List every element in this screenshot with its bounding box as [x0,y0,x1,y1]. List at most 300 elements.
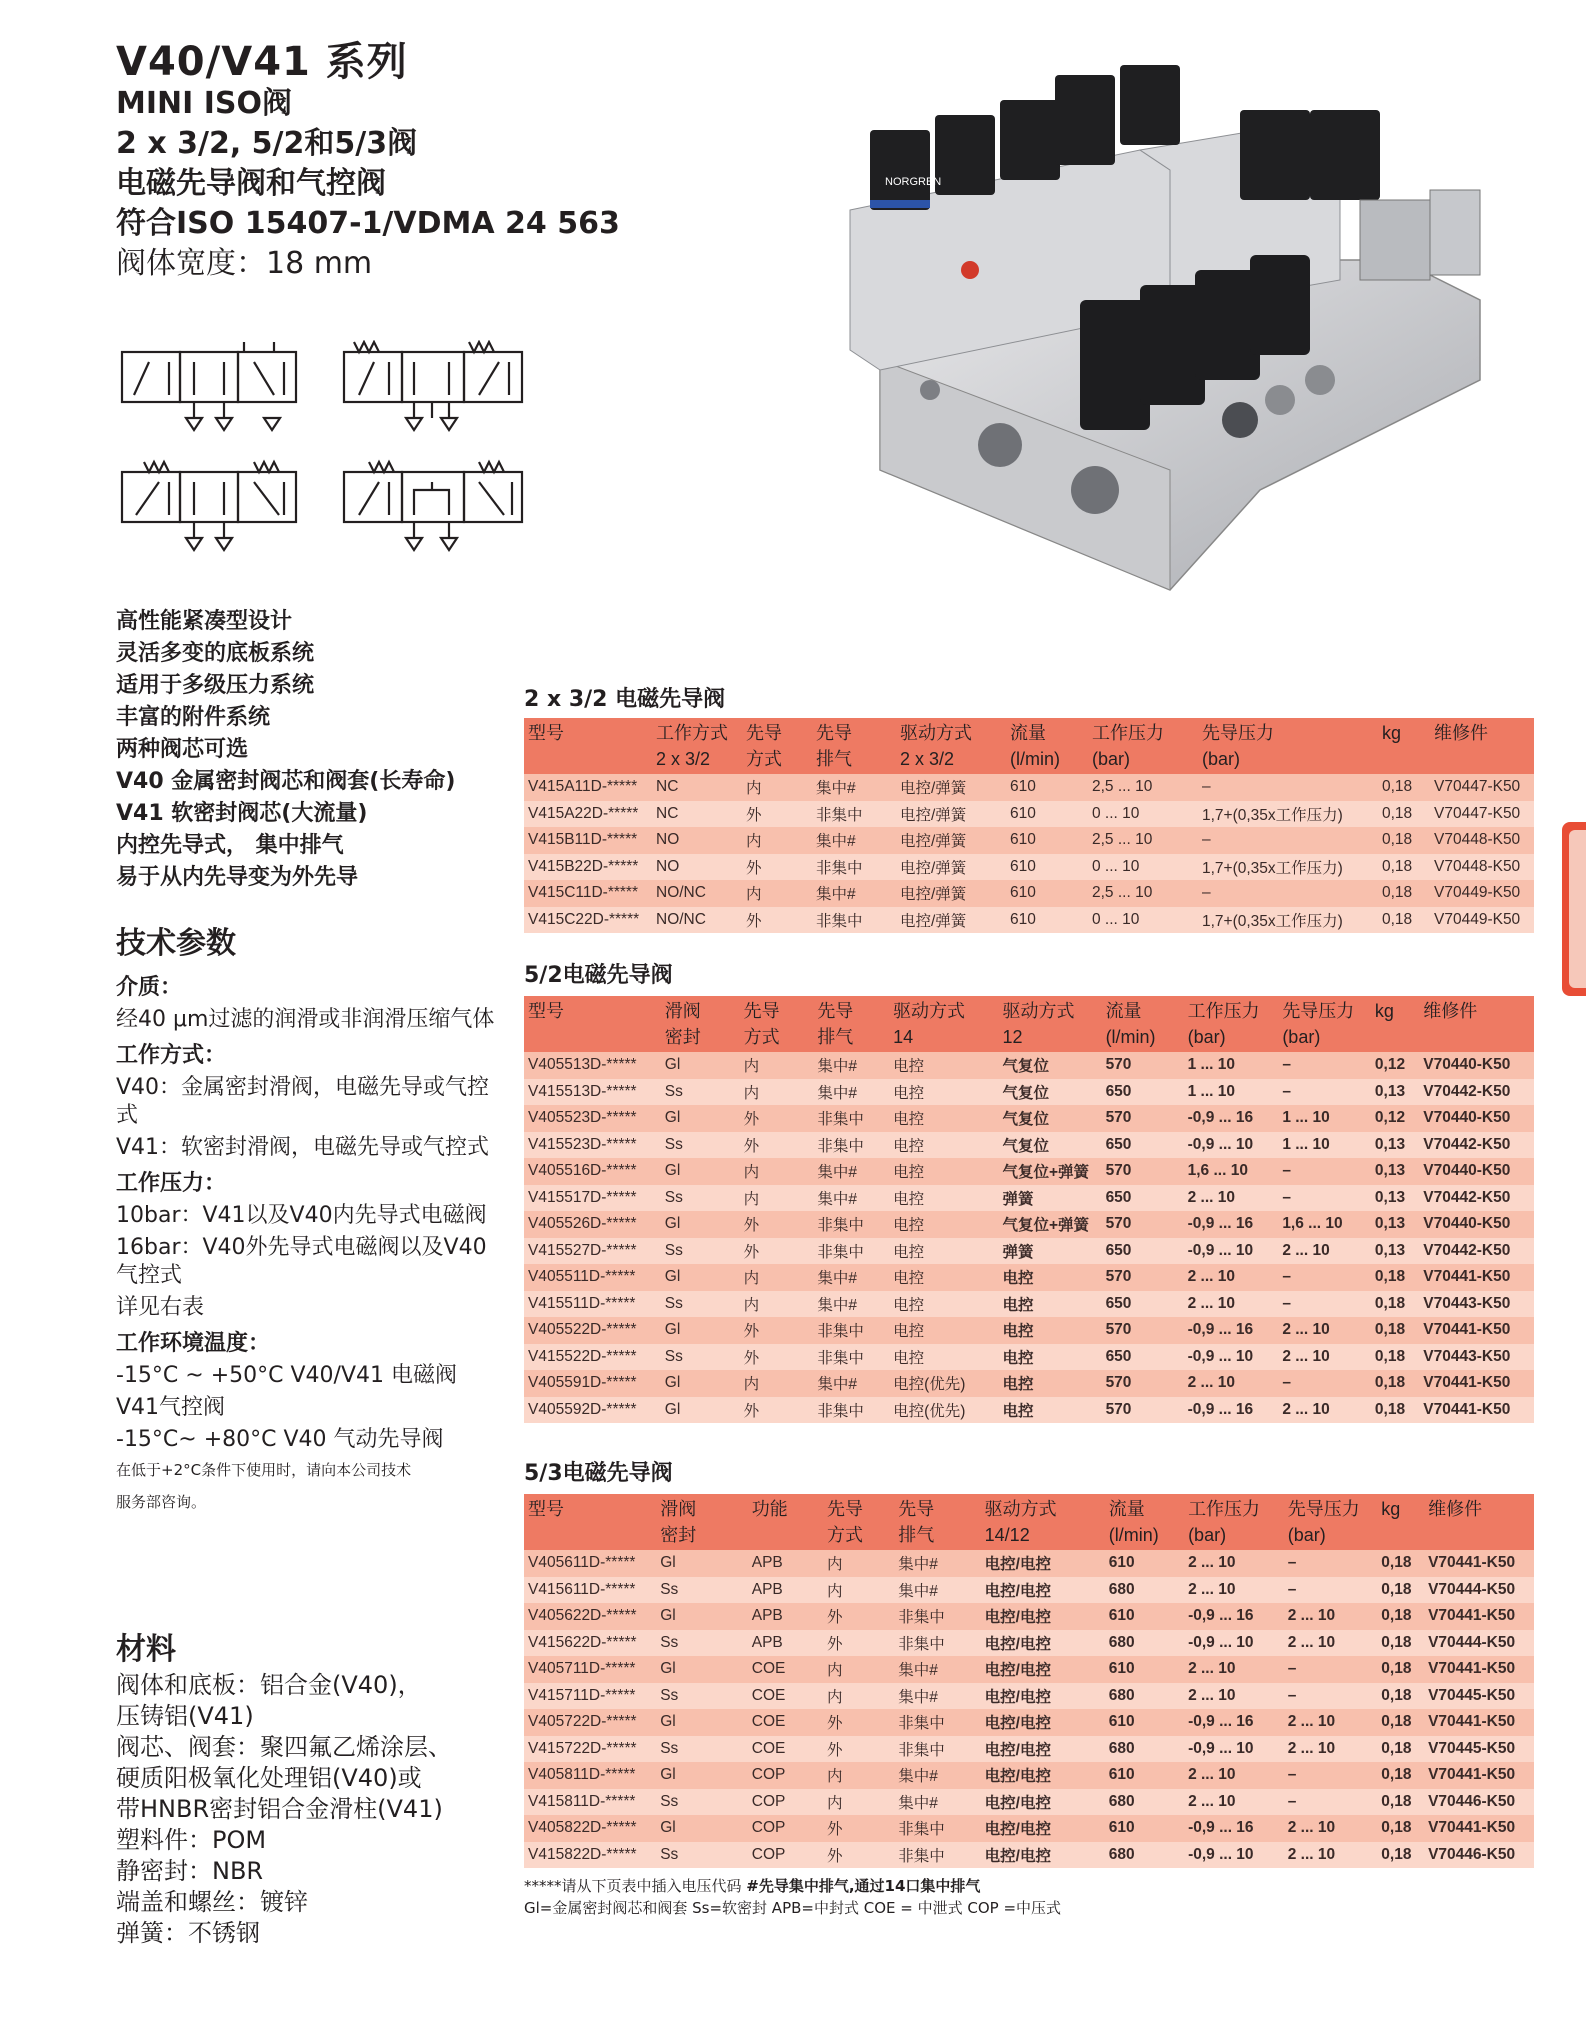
table-cell: 680 [1105,1630,1184,1657]
table-cell: Ss [661,1079,740,1106]
column-header: 流量 (l/min) [1105,1494,1184,1550]
table-cell: COP [748,1815,823,1842]
pressure-label: 工作压力： [116,1171,227,1196]
table-cell: 电控/电控 [981,1789,1105,1816]
table-cell: V70441-K50 [1419,1370,1534,1397]
table-cell: 电控/弹簧 [896,907,1006,934]
subtitle-line-3: 电磁先导阀和气控阀 [116,166,386,201]
table-cell: 集中# [813,1079,889,1106]
column-header: 滑阀 密封 [661,996,740,1052]
table-cell: 集中# [812,880,896,907]
table-cell: 570 [1102,1052,1184,1079]
table-cell: V70445-K50 [1424,1736,1534,1763]
table-cell: 内 [823,1762,894,1789]
table-cell: Gl [661,1158,740,1185]
table-cell: V405592D-***** [524,1397,661,1424]
table-cell: 0,18 [1371,1264,1419,1291]
table-cell: 0 ... 10 [1088,854,1198,881]
table-cell: Ss [656,1842,748,1869]
table-52-title: 5/2电磁先导阀 [524,963,673,988]
table-cell: Gl [661,1052,740,1079]
table-cell: -0,9 ... 10 [1184,1132,1279,1159]
table-cell: – [1198,827,1378,854]
table-cell: 610 [1105,1656,1184,1683]
table-row [524,1317,1534,1344]
table-cell: NO [652,827,742,854]
table-cell: – [1284,1550,1378,1577]
table-cell: 电控/电控 [981,1709,1105,1736]
table-cell: 1,7+(0,35x工作压力) [1198,854,1378,881]
table-cell: V405522D-***** [524,1317,661,1344]
feature-item: V41 软密封阀芯(大流量) [116,801,368,826]
subtitle-line-2: 2 x 3/2, 5/2和5/3阀 [116,126,418,161]
table-cell: V405822D-***** [524,1815,656,1842]
table-cell: Ss [656,1683,748,1710]
table-cell: 电控/电控 [981,1603,1105,1630]
table-cell: NC [652,801,742,828]
table-cell: 0,18 [1377,1736,1424,1763]
table-cell: 非集中 [813,1344,889,1371]
table-cell: V415523D-***** [524,1132,661,1159]
column-header: 型号 [524,718,652,774]
table-cell: 外 [742,801,812,828]
table-53-title: 5/3电磁先导阀 [524,1461,673,1486]
table-cell: -0,9 ... 16 [1184,1815,1284,1842]
table-cell: 0,13 [1371,1238,1419,1265]
table-cell: V70442-K50 [1419,1079,1534,1106]
table-cell: 0,13 [1371,1132,1419,1159]
material-line: 阀体和底板：铝合金(V40)， [116,1671,422,1699]
table-cell: V70440-K50 [1419,1158,1534,1185]
feature-item: 易于从内先导变为外先导 [116,865,359,890]
table-cell: – [1278,1185,1371,1212]
temperature-line: -15°C~ +80°C V40 气动先导阀 [116,1427,444,1452]
column-header: 维修件 [1424,1494,1534,1550]
table-cell: 集中# [812,827,896,854]
table-cell: Ss [661,1344,740,1371]
table-cell: 内 [740,1158,814,1185]
table-cell: 680 [1105,1736,1184,1763]
table-cell: 非集中 [813,1132,889,1159]
table-cell: – [1284,1789,1378,1816]
table-cell: 弹簧 [998,1238,1101,1265]
table-row [524,1238,1534,1265]
temperature-note: 服务部咨询。 [116,1493,207,1511]
table-cell: 0,18 [1378,907,1430,934]
table-row [524,907,1534,934]
table-cell: 680 [1105,1789,1184,1816]
table-cell: 电控 [889,1238,998,1265]
table-cell: 内 [742,880,812,907]
table-cell: 2,5 ... 10 [1088,774,1198,801]
table-cell: V415711D-***** [524,1683,656,1710]
table-cell: 非集中 [894,1603,980,1630]
table-cell: 0,13 [1371,1185,1419,1212]
table-cell: 气复位+弹簧 [998,1158,1101,1185]
table-cell: 外 [742,907,812,934]
table-row [524,1762,1534,1789]
table-cell: 非集中 [894,1815,980,1842]
table-cell: -0,9 ... 16 [1184,1317,1279,1344]
table-cell: 气复位 [998,1132,1101,1159]
table-cell: V405811D-***** [524,1762,656,1789]
table-cell: V415513D-***** [524,1079,661,1106]
table-cell: APB [748,1550,823,1577]
table-cell: 集中# [813,1052,889,1079]
table-row [524,854,1534,881]
materials-list [116,1670,506,1949]
table-cell: -0,9 ... 10 [1184,1630,1284,1657]
table-cell: 2 ... 10 [1184,1291,1279,1318]
table-cell: – [1284,1577,1378,1604]
table-cell: 外 [823,1842,894,1869]
table-cell: 610 [1105,1603,1184,1630]
valve-symbol-53-coe [344,462,522,550]
table-cell: V405622D-***** [524,1603,656,1630]
table-cell: V405711D-***** [524,1656,656,1683]
column-header: 先导压力 (bar) [1198,718,1378,774]
table-cell: 非集中 [813,1211,889,1238]
table-row [524,1577,1534,1604]
table-row [524,1291,1534,1318]
table-cell: 内 [742,827,812,854]
table-cell: APB [748,1577,823,1604]
column-header: 流量 (l/min) [1102,996,1184,1052]
table-cell: V415A11D-***** [524,774,652,801]
table-cell: 集中# [894,1550,980,1577]
table-cell: -0,9 ... 16 [1184,1397,1279,1424]
table-cell: 电控/电控 [981,1550,1105,1577]
table-cell: V415822D-***** [524,1842,656,1869]
feature-item: 适用于多级压力系统 [116,673,315,698]
valve-symbol-52-spring [344,342,522,430]
table-cell: 0,18 [1378,827,1430,854]
table-cell: V70442-K50 [1419,1185,1534,1212]
feature-item: 内控先导式， 集中排气 [116,833,344,858]
table-cell: 电控 [998,1317,1101,1344]
medium-value: 经40 μm过滤的润滑或非润滑压缩气体 [116,1007,495,1032]
table-cell: V70448-K50 [1430,854,1534,881]
column-header: 驱动方式 12 [998,996,1101,1052]
column-header: kg [1378,718,1430,774]
table-cell: Ss [656,1577,748,1604]
table-cell: V70447-K50 [1430,774,1534,801]
table-cell: 2 ... 10 [1284,1842,1378,1869]
table-cell: Gl [656,1709,748,1736]
table-cell: 电控(优先) [889,1370,998,1397]
medium-label: 介质： [116,975,183,1000]
table-cell: 2 ... 10 [1184,1577,1284,1604]
table-cell: 内 [742,774,812,801]
table-cell: 内 [823,1550,894,1577]
table-cell: V415B22D-***** [524,854,652,881]
table-cell: V70442-K50 [1419,1238,1534,1265]
table-cell: 集中# [813,1185,889,1212]
table-cell: 外 [740,1211,814,1238]
column-header: 工作压力 (bar) [1184,1494,1284,1550]
table-cell: 2 ... 10 [1284,1736,1378,1763]
table-cell: COE [748,1656,823,1683]
table-cell: V415511D-***** [524,1291,661,1318]
table-cell: 电控/电控 [981,1683,1105,1710]
table-row [524,1683,1534,1710]
table-cell: – [1284,1762,1378,1789]
table-cell: 内 [740,1370,814,1397]
table-cell: 集中# [894,1656,980,1683]
table-cell: 1 ... 10 [1278,1132,1371,1159]
table-cell: 2 ... 10 [1184,1370,1279,1397]
table-52-solenoid [524,996,1534,1423]
column-header: 滑阀 密封 [656,1494,748,1550]
table-cell: V415A22D-***** [524,801,652,828]
table-cell: 2 ... 10 [1284,1630,1378,1657]
table-cell: 1,6 ... 10 [1278,1211,1371,1238]
table-cell: V415722D-***** [524,1736,656,1763]
table-cell: 0,12 [1371,1105,1419,1132]
table-cell: 0,18 [1371,1397,1419,1424]
table-cell: 0,18 [1377,1815,1424,1842]
table-cell: 电控 [889,1291,998,1318]
table-cell: 集中# [894,1683,980,1710]
table-cell: 0,18 [1371,1344,1419,1371]
table-cell: 电控/电控 [981,1577,1105,1604]
table-cell: 电控 [998,1291,1101,1318]
table-cell: 0,13 [1371,1158,1419,1185]
table-cell: -0,9 ... 16 [1184,1709,1284,1736]
table-row [524,1656,1534,1683]
table-cell: 2 ... 10 [1284,1603,1378,1630]
table-cell: V70440-K50 [1419,1105,1534,1132]
table-cell: V70441-K50 [1424,1656,1534,1683]
table-cell: 570 [1102,1211,1184,1238]
column-header: 驱动方式 14 [889,996,998,1052]
table-cell: 2 ... 10 [1184,1550,1284,1577]
table-cell: V70443-K50 [1419,1344,1534,1371]
table-cell: 0 ... 10 [1088,907,1198,934]
table-cell: 2 ... 10 [1184,1789,1284,1816]
operation-label: 工作方式： [116,1043,227,1068]
table-row [524,1736,1534,1763]
column-header: 工作压力 (bar) [1088,718,1198,774]
table-cell: 外 [823,1815,894,1842]
table-cell: – [1284,1683,1378,1710]
table-row [524,827,1534,854]
table-row [524,1185,1534,1212]
table-cell: – [1278,1052,1371,1079]
table-cell: 2 ... 10 [1278,1238,1371,1265]
subtitle-line-1: MINI ISO阀 [116,86,293,121]
table-cell: V70441-K50 [1424,1762,1534,1789]
column-header: 功能 [748,1494,823,1550]
footnote-abbreviations: Gl=金属密封阀芯和阀套 Ss=软密封 APB=中封式 COE = 中泄式 COP =中压式 [524,1899,1062,1917]
table-row [524,1397,1534,1424]
table-cell: 电控 [889,1079,998,1106]
table-cell: 电控 [889,1185,998,1212]
table-cell: 气复位 [998,1052,1101,1079]
table-cell: 0,18 [1378,774,1430,801]
table-cell: 570 [1102,1397,1184,1424]
table-cell: V70441-K50 [1424,1709,1534,1736]
material-line: 硬质阳极氧化处理铝(V40)或 [116,1764,422,1792]
table-row [524,1158,1534,1185]
column-header: 先导 排气 [894,1494,980,1550]
temperature-line: V41气控阀 [116,1395,226,1420]
table-cell: 电控/弹簧 [896,854,1006,881]
table-cell: COE [748,1709,823,1736]
table-cell: 650 [1102,1344,1184,1371]
table-cell: Gl [661,1105,740,1132]
column-header: kg [1377,1494,1424,1550]
table-cell: Ss [661,1185,740,1212]
table-cell: 非集中 [894,1736,980,1763]
table-cell: COP [748,1842,823,1869]
table-cell: 非集中 [812,854,896,881]
table-cell: 电控 [889,1052,998,1079]
table-cell: – [1278,1158,1371,1185]
table-cell: 650 [1102,1291,1184,1318]
table-cell: V415522D-***** [524,1344,661,1371]
table-cell: V70447-K50 [1430,801,1534,828]
table-cell: V70441-K50 [1419,1397,1534,1424]
table-cell: 610 [1006,774,1088,801]
table-cell: 集中# [813,1264,889,1291]
page-title: V40/V41 系列 [116,39,408,85]
table-cell: V415C11D-***** [524,880,652,907]
column-header: 驱动方式 14/12 [981,1494,1105,1550]
column-header: 维修件 [1430,718,1534,774]
table-cell: 集中# [813,1370,889,1397]
material-line: 弹簧：不锈钢 [116,1919,260,1947]
table-cell: 650 [1102,1132,1184,1159]
material-line: 塑料件：POM [116,1826,267,1854]
table-cell: -0,9 ... 10 [1184,1736,1284,1763]
table-row [524,1132,1534,1159]
materials-heading: 材料 [116,1632,176,1667]
table-cell: COE [748,1736,823,1763]
table-cell: APB [748,1630,823,1657]
table-row [524,1370,1534,1397]
table-cell: 内 [823,1683,894,1710]
table-cell: 570 [1102,1158,1184,1185]
table-cell: Gl [656,1656,748,1683]
table-cell: 0,18 [1378,854,1430,881]
table-cell: 弹簧 [998,1185,1101,1212]
table-cell: 610 [1105,1550,1184,1577]
column-header: 先导压力 (bar) [1278,996,1371,1052]
tech-heading: 技术参数 [116,926,236,961]
temperature-label: 工作环境温度： [116,1331,271,1356]
table-cell: V405611D-***** [524,1550,656,1577]
table-cell: Gl [656,1815,748,1842]
table-cell: 电控 [998,1397,1101,1424]
table-cell: 非集中 [813,1397,889,1424]
table-cell: 2 ... 10 [1184,1762,1284,1789]
table-row [524,1264,1534,1291]
table-cell: Gl [661,1264,740,1291]
table-cell: V405526D-***** [524,1211,661,1238]
side-tab-marker [1562,822,1586,996]
table-cell: – [1198,774,1378,801]
table-cell: 1 ... 10 [1278,1105,1371,1132]
table-cell: V70441-K50 [1424,1550,1534,1577]
pressure-line: 详见右表 [116,1295,205,1320]
column-header: 先导 方式 [823,1494,894,1550]
table-cell: 0,18 [1378,801,1430,828]
table-cell: 电控 [889,1158,998,1185]
table-cell: V415C22D-***** [524,907,652,934]
table-cell: 非集中 [894,1630,980,1657]
table-cell: 电控 [889,1132,998,1159]
table-cell: 680 [1105,1577,1184,1604]
table-cell: V70446-K50 [1424,1789,1534,1816]
table-cell: Gl [661,1397,740,1424]
table-cell: – [1278,1291,1371,1318]
table-cell: 610 [1006,880,1088,907]
table-cell: 非集中 [894,1842,980,1869]
table-cell: 0,18 [1377,1709,1424,1736]
table-cell: 2 ... 10 [1184,1656,1284,1683]
table-2x32-solenoid [524,718,1534,933]
table-cell: 680 [1105,1842,1184,1869]
table-cell: 610 [1006,801,1088,828]
table-cell: 2 ... 10 [1184,1683,1284,1710]
table-cell: 电控/电控 [981,1630,1105,1657]
table-cell: V415527D-***** [524,1238,661,1265]
feature-item: 高性能紧凑型设计 [116,609,293,634]
table-cell: – [1278,1079,1371,1106]
tech-specs [116,966,506,1518]
table-cell: 电控 [998,1344,1101,1371]
table-cell: 集中# [813,1158,889,1185]
table-cell: -0,9 ... 10 [1184,1238,1279,1265]
table-cell: NO/NC [652,880,742,907]
table-cell: 电控(优先) [889,1397,998,1424]
table-cell: V405513D-***** [524,1052,661,1079]
table-cell: 集中# [894,1789,980,1816]
table-cell: 0,18 [1377,1603,1424,1630]
subtitle-line-4: 符合ISO 15407-1/VDMA 24 563 [116,206,620,241]
table-cell: V70441-K50 [1419,1264,1534,1291]
table-cell: V70440-K50 [1419,1211,1534,1238]
table-cell: 外 [740,1132,814,1159]
feature-item: V40 金属密封阀芯和阀套(长寿命) [116,769,456,794]
column-header: 流量 (l/min) [1006,718,1088,774]
table-cell: V70440-K50 [1419,1052,1534,1079]
table-cell: -0,9 ... 16 [1184,1603,1284,1630]
footnote-exhaust-text: #先导集中排气,通过14口集中排气 [746,1877,981,1895]
table-cell: V70448-K50 [1430,827,1534,854]
table-cell: 电控 [889,1264,998,1291]
table-cell: 2 ... 10 [1284,1709,1378,1736]
table-cell: V70441-K50 [1424,1603,1534,1630]
table-cell: 0,13 [1371,1079,1419,1106]
table-cell: 2 ... 10 [1284,1815,1378,1842]
table-cell: 650 [1102,1079,1184,1106]
table-cell: 650 [1102,1238,1184,1265]
table-cell: 电控 [889,1105,998,1132]
table-cell: -0,9 ... 10 [1184,1842,1284,1869]
temperature-note: 在低于+2°C条件下使用时，请向本公司技术 [116,1461,412,1479]
table-cell: 内 [823,1577,894,1604]
body-width-line: 阀体宽度：18 mm [116,246,373,281]
table-cell: 2 ... 10 [1278,1397,1371,1424]
table-cell: 570 [1102,1105,1184,1132]
table-cell: 电控 [889,1211,998,1238]
table-cell: COE [748,1683,823,1710]
table-row [524,880,1534,907]
table-cell: Gl [656,1762,748,1789]
table-cell: 1,7+(0,35x工作压力) [1198,907,1378,934]
